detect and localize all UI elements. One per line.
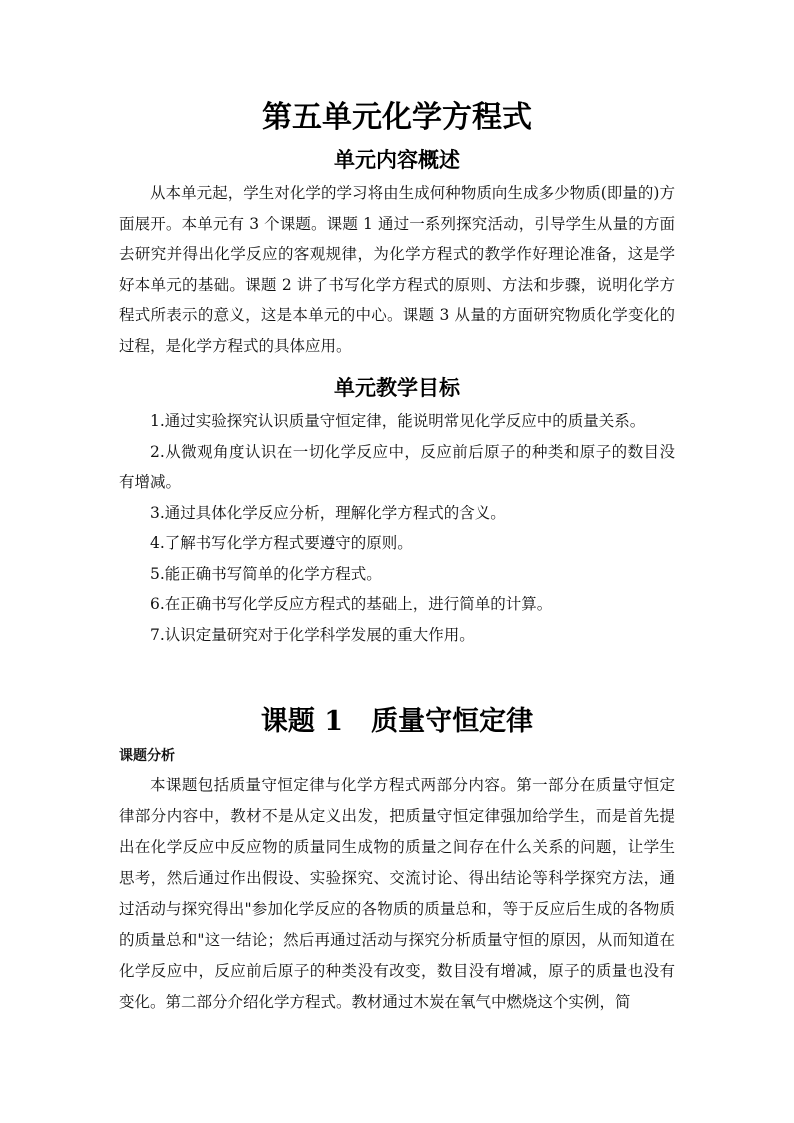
- goal-item: 2.从微观角度认识在一切化学反应中，反应前后原子的种类和原子的数目没有增减。: [119, 442, 675, 491]
- goals-list: [119, 406, 675, 650]
- overview-heading: 单元内容概述: [334, 147, 460, 172]
- goal-item: 5.能正确书写简单的化学方程式。: [150, 564, 382, 583]
- goal-item: 1.通过实验探究认识质量守恒定律，能说明常见化学反应中的质量关系。: [150, 412, 646, 430]
- analysis-label: 课题分析: [119, 748, 175, 764]
- goal-item: 3.通过具体化学反应分析，理解化学方程式的含义。: [150, 503, 506, 522]
- lesson-title: [119, 704, 675, 740]
- goal-item: 4.了解书写化学方程式要遵守的原则。: [150, 534, 413, 552]
- analysis-paragraph: 本课题包括质量守恒定律与化学方程式两部分内容。第一部分在质量守恒定律部分内容中，教材不是从定义出发，把质量守恒定律强加给学生，而是首先提出在化学反应中反应物的质量同生成物的质量之间存在什么关系的问题，让学生思考，然后通过作出假设、实验探究、交流讨论、得出结论等科学探究方法，通过活动与探究得出"参加化学反应的各物质的质量总和，等于反应后生成的各物质的质量总和"这一结论；然后再通过活动与探究分析质量守恒的原因，从而知道在化学反应中，反应前后原子的种类没有改变，数目没有增减，原子的质量也没有变化。第二部分介绍化学方程式。教材通过木炭在氧气中燃烧这个实例，简: [119, 776, 675, 1011]
- goal-item: 6.在正确书写化学反应方程式的基础上，进行简单的计算。: [150, 595, 553, 613]
- overview-paragraph: 从本单元起，学生对化学的学习将由生成何种物质向生成多少物质(即量的)方面展开。本单元有 3 个课题。课题 1 通过一系列探究活动，引导学生从量的方面去研究并得出化学反应的客观规律，为化学方程式的教学作好理论准备，这是学好本单元的基础。课题 2 讲了书写化学方程式的原则、方法和步骤，说明化学方程式所表示的意义，这是本单元的中心。课题 3 从量的方面研究物质化学变化的过程，是化学方程式的具体应用。: [119, 184, 675, 355]
- lesson-name: 质量守恒定律: [371, 706, 534, 737]
- unit-title: 第五单元化学方程式: [262, 100, 532, 135]
- goals-heading: 单元教学目标: [334, 375, 460, 400]
- goal-item: 7.认识定量研究对于化学科学发展的重大作用。: [150, 625, 475, 644]
- lesson-number: 课题 1: [260, 706, 344, 737]
